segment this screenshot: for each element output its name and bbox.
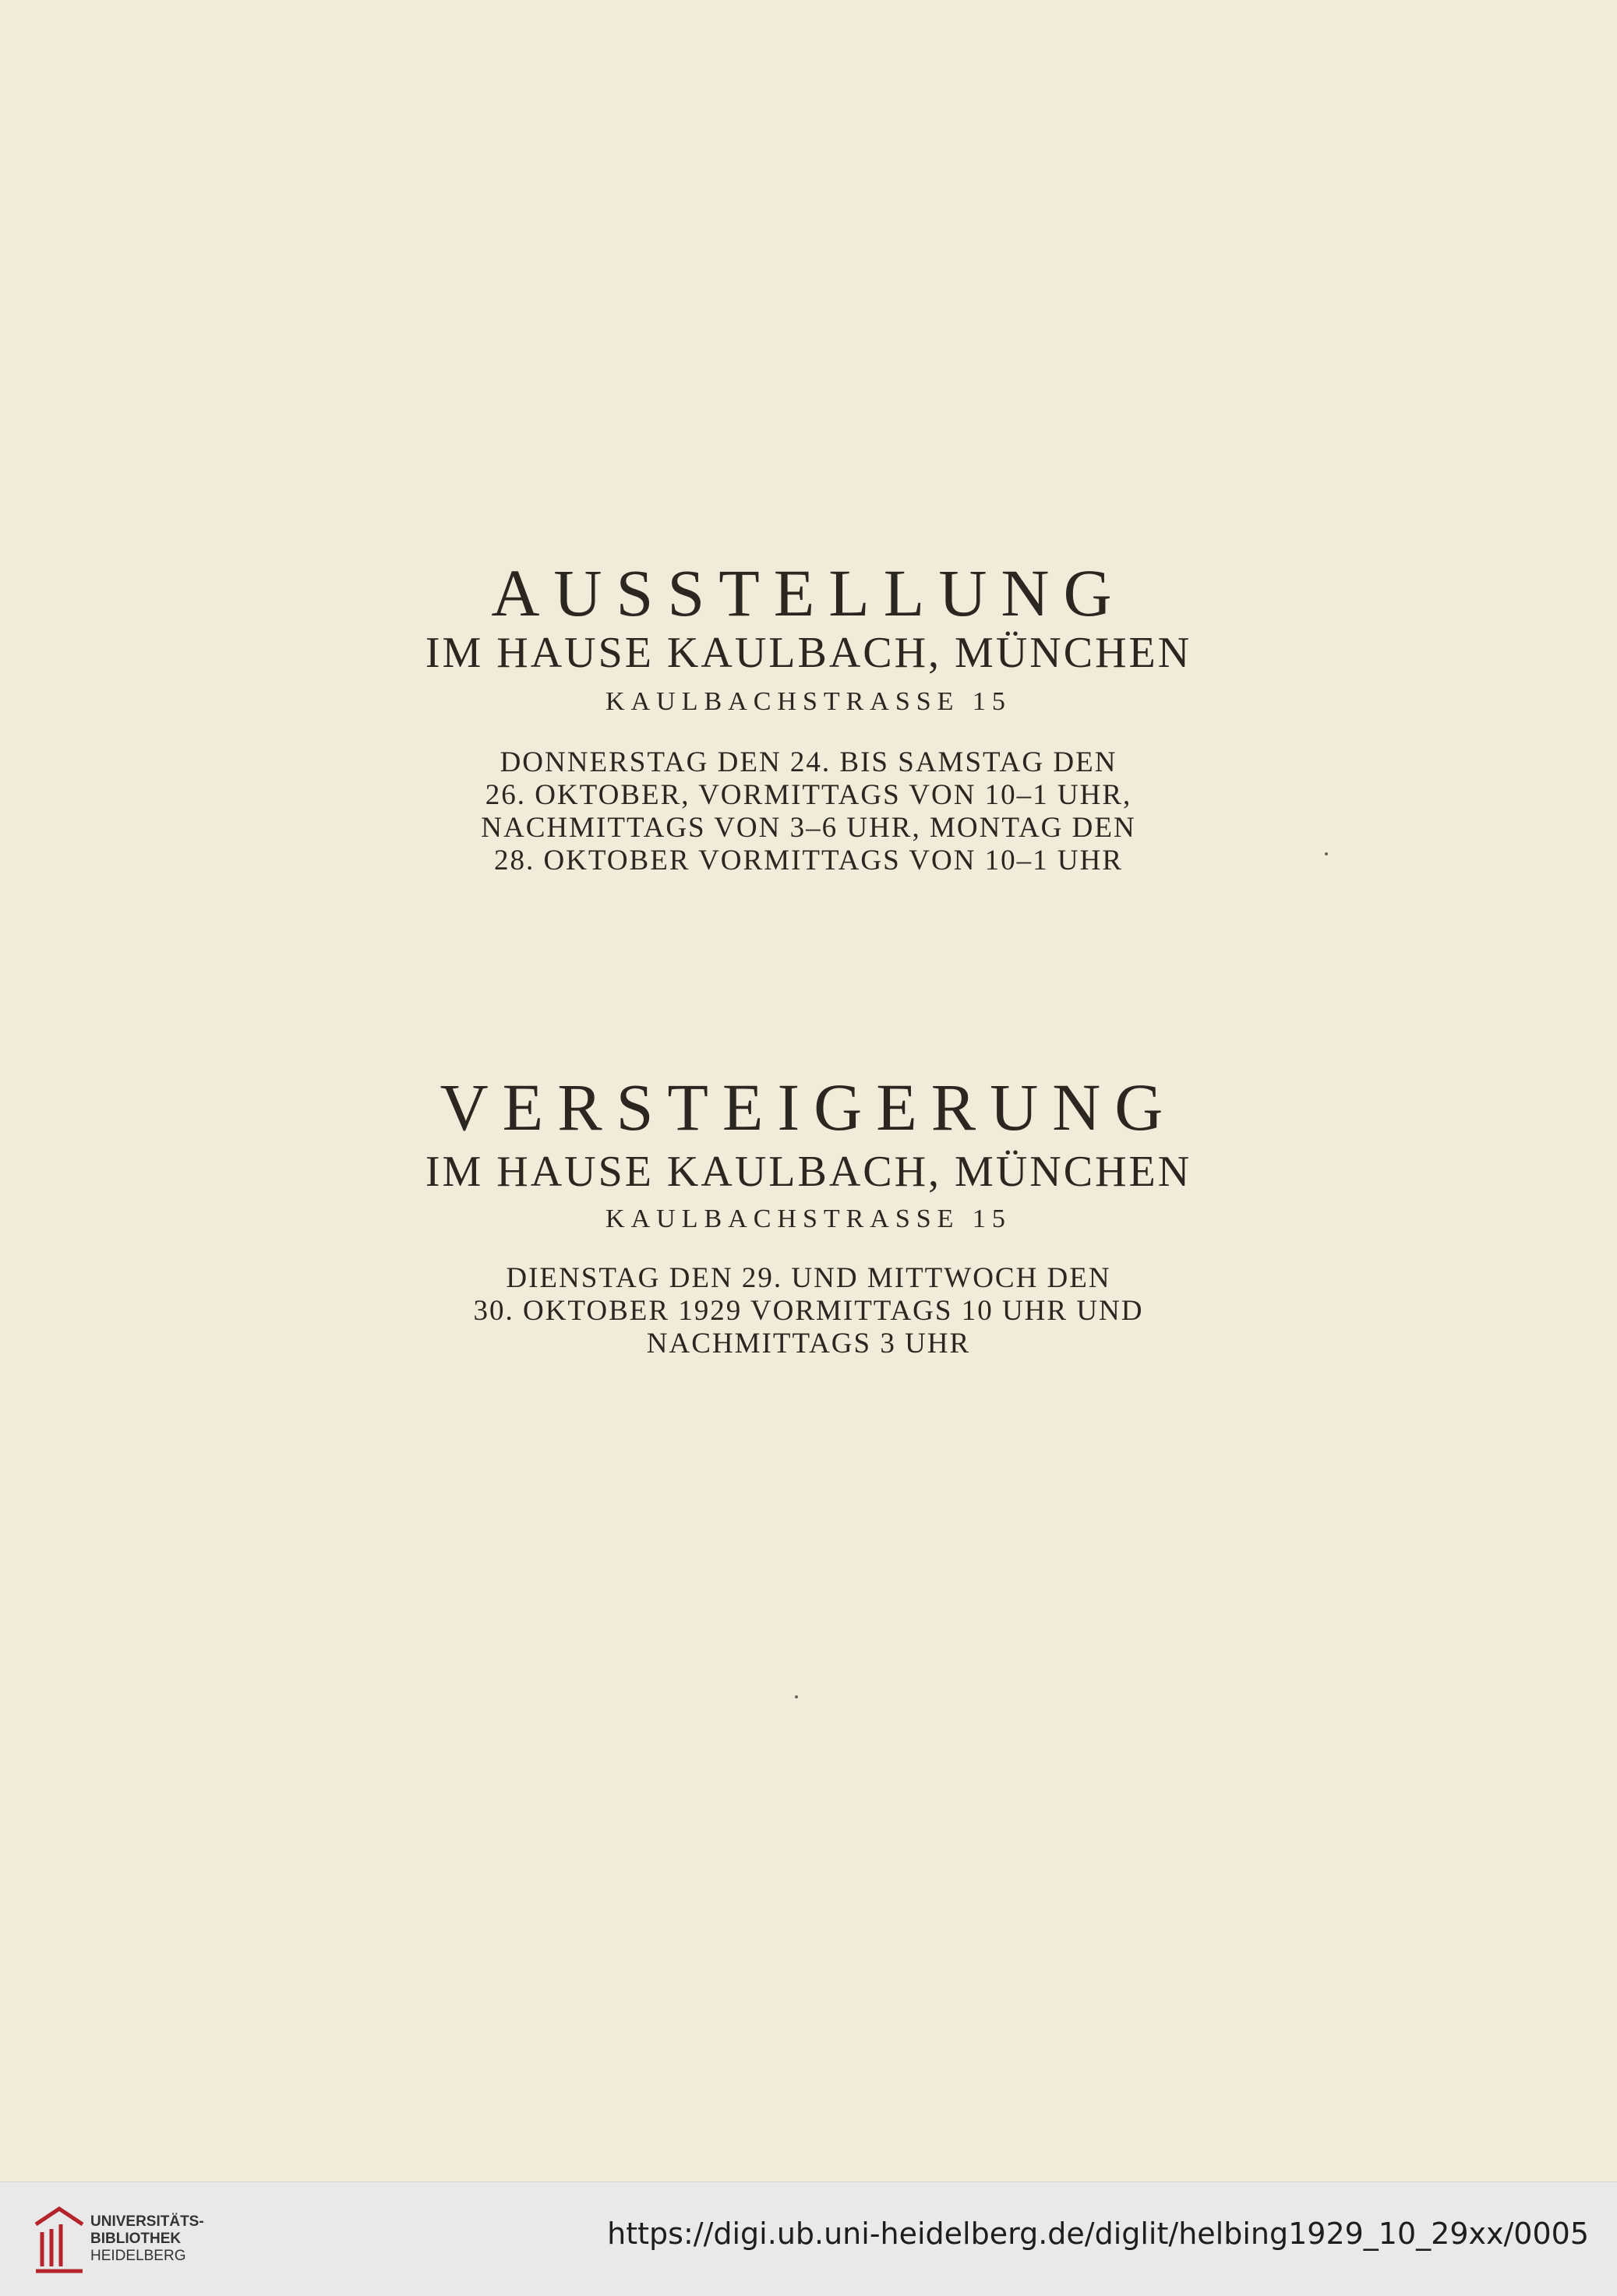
auction-street-block bbox=[0, 1206, 1617, 1233]
exhibition-dates bbox=[0, 746, 1617, 877]
exhibition-date-line: NACHMITTAGS VON 3–6 UHR, MONTAG DEN bbox=[481, 812, 1136, 844]
library-name-line: HEIDELBERG bbox=[90, 2248, 186, 2264]
auction-section bbox=[0, 1070, 1617, 1144]
exhibition-date-line: 26. OKTOBER, VORMITTAGS VON 10–1 UHR, bbox=[485, 779, 1132, 811]
auction-street: KAULBACHSTRASSE 15 bbox=[605, 1204, 1012, 1233]
library-logo-icon bbox=[28, 2201, 90, 2274]
exhibition-street-block bbox=[0, 689, 1617, 715]
exhibition-date-line: DONNERSTAG DEN 24. BIS SAMSTAG DEN bbox=[500, 746, 1117, 778]
auction-date-line: 30. OKTOBER 1929 VORMITTAGS 10 UHR UND bbox=[473, 1295, 1144, 1327]
exhibition-title: AUSSTELLUNG bbox=[491, 555, 1126, 630]
auction-dates bbox=[0, 1262, 1617, 1360]
library-name-line: UNIVERSITÄTS- bbox=[90, 2213, 204, 2230]
auction-date-line: DIENSTAG DEN 29. UND MITTWOCH DEN bbox=[506, 1262, 1111, 1294]
paper-speck bbox=[1325, 852, 1328, 855]
paper-speck bbox=[795, 1695, 798, 1698]
bleed-through-text bbox=[0, 242, 1617, 312]
auction-title: VERSTEIGERUNG bbox=[440, 1070, 1177, 1144]
viewer-footer bbox=[0, 2181, 1617, 2296]
exhibition-street: KAULBACHSTRASSE 15 bbox=[605, 687, 1012, 716]
library-name bbox=[90, 2213, 204, 2265]
exhibition-section bbox=[0, 555, 1617, 630]
exhibition-venue: IM HAUSE KAULBACH, MÜNCHEN bbox=[425, 629, 1192, 677]
exhibition-venue-block bbox=[0, 631, 1617, 675]
library-name-line: BIBLIOTHEK bbox=[90, 2231, 182, 2247]
permalink-url[interactable]: https://digi.ub.uni-heidelberg.de/diglit/helbing1929_10_29xx/0005 bbox=[607, 2217, 1589, 2251]
auction-date-line: NACHMITTAGS 3 UHR bbox=[646, 1328, 971, 1360]
auction-venue-block bbox=[0, 1150, 1617, 1194]
auction-venue: IM HAUSE KAULBACH, MÜNCHEN bbox=[425, 1148, 1192, 1196]
exhibition-date-line: 28. OKTOBER VORMITTAGS VON 10–1 UHR bbox=[493, 845, 1124, 876]
